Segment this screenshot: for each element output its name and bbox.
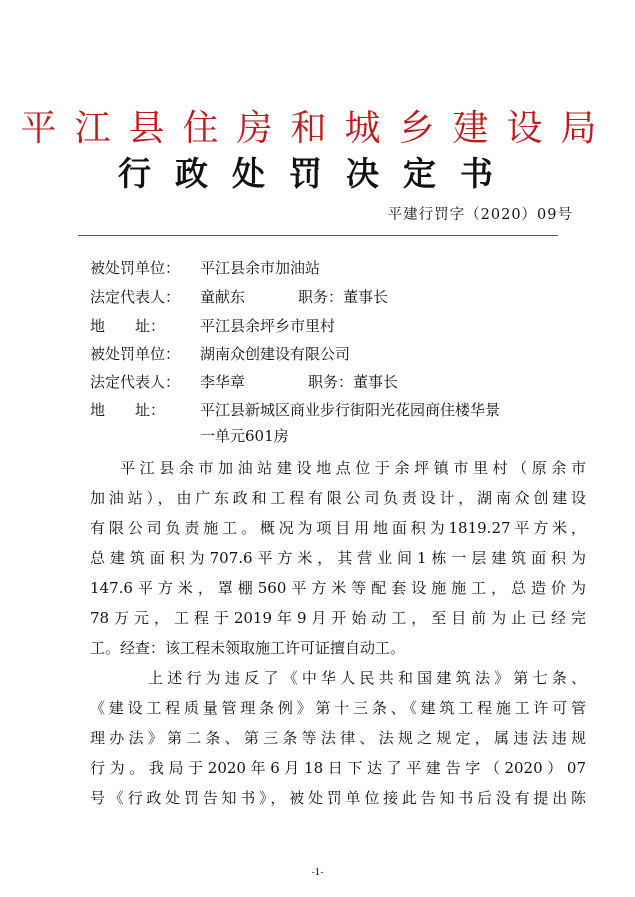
fact-paragraph — [90, 453, 586, 663]
page-number: -1- — [311, 868, 324, 878]
party-label: 被处罚单位： — [90, 345, 181, 363]
party-label: 地 址： — [90, 317, 166, 335]
paragraph-line: 总建筑面积为707.6平方米，其营业间1栋一层建筑面积为 — [90, 549, 586, 567]
role-value: 董事长 — [343, 288, 389, 306]
paragraph-line: 《建设工程质量管理条例》第十三条、《建筑工程施工许可管 — [90, 699, 586, 717]
paragraph-line: 工。经查：该工程未领取施工许可证擅自动工。 — [90, 639, 406, 657]
violation-paragraph — [90, 663, 586, 813]
party-row-3 — [90, 313, 590, 339]
header-divider — [78, 235, 558, 236]
party-row-6 — [90, 397, 590, 423]
party-label: 地 址： — [90, 401, 166, 419]
party-value: 平江县新城区商业步行街阳光花园商住楼华景 — [200, 401, 501, 419]
party-label: 被处罚单位： — [90, 259, 181, 277]
party-row-5 — [90, 369, 590, 395]
party-value: 湖南众创建设有限公司 — [200, 345, 351, 363]
party-value: 平江县余市加油站 — [200, 259, 321, 277]
agency-name: 平江县住房和城乡建设局 — [20, 108, 615, 149]
party-row-1 — [90, 255, 590, 281]
party-label: 法定代表人： — [90, 288, 181, 306]
paragraph-line: 147.6平方米，罩棚560平方米等配套设施施工，总造价为 — [90, 579, 586, 597]
document-title: 行政处罚决定书 — [118, 154, 517, 193]
party-row-2 — [90, 284, 590, 310]
party-value-cont: 一单元601房 — [200, 427, 289, 445]
paragraph-line: 加油站），由广东政和工程有限公司负责设计，湖南众创建设 — [90, 489, 586, 507]
role-label: 职务： — [298, 288, 344, 306]
document-number: 平建行罚字（2020）09号 — [387, 207, 573, 223]
paragraph-line: 行为。我局于2020年6月18日下达了平建告字（2020）07 — [90, 759, 586, 777]
paragraph-line: 78万元，工程于2019年9月开始动工，至目前为止已经完 — [90, 609, 586, 627]
paragraph-line: 有限公司负责施工。概况为项目用地面积为1819.27平方米， — [90, 519, 587, 537]
paragraph-line: 号《行政处罚告知书》，被处罚单位接此告知书后没有提出陈 — [90, 789, 586, 807]
paragraph-line: 理办法》第二条、第三条等法律、法规之规定，属违法违规 — [90, 729, 586, 747]
party-row-6-cont — [200, 423, 635, 449]
party-label: 法定代表人： — [90, 373, 181, 391]
role-label: 职务： — [308, 373, 354, 391]
role-value: 董事长 — [353, 373, 399, 391]
paragraph-line: 平江县余市加油站建设地点位于余坪镇市里村（原余市 — [120, 459, 586, 477]
party-row-4 — [90, 341, 590, 367]
paragraph-line: 上述行为违反了《中华人民共和国建筑法》第七条、 — [148, 669, 586, 687]
party-value: 李华章 — [200, 373, 246, 391]
party-value: 童献东 — [200, 288, 246, 306]
party-value: 平江县余坪乡市里村 — [200, 317, 336, 335]
